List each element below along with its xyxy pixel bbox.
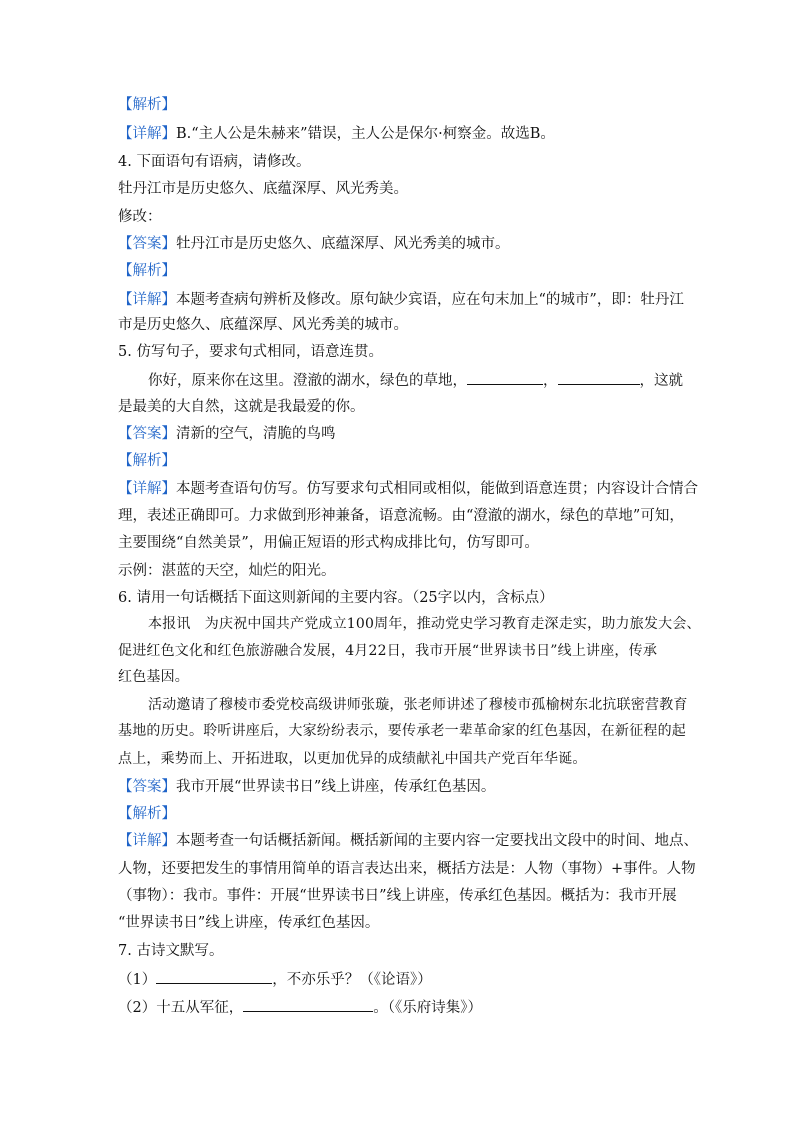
news-paragraph-cont: 促进红色文化和红色旅游融合发展，4月22日，我市开展“世界读书日”线上讲座，传承 bbox=[118, 643, 658, 659]
question-4-title: 4. 下面语句有语病，请修改。 bbox=[118, 154, 311, 170]
blank-line bbox=[156, 969, 272, 984]
question-7-item-1: （1） ，不亦乐乎？（《论语》） bbox=[118, 969, 432, 989]
news-paragraph-cont: 点上，乘势而上、开拓进取，以更加优异的成绩献礼中国共产党百年华诞。 bbox=[118, 751, 587, 767]
question-5-prompt: 你好，原来你在这里。澄澈的湖水，绿色的草地， ， ，这就 bbox=[148, 370, 683, 390]
detail-paragraph: 【详解】本题考查一句话概括新闻。概括新闻的主要内容一定要找出文段中的时间、地点、 bbox=[118, 833, 698, 849]
answer-paragraph: 【答案】我市开展“世界读书日”线上讲座，传承红色基因。 bbox=[118, 779, 496, 795]
analysis-heading: 【解析】 bbox=[118, 806, 176, 822]
blank-line bbox=[467, 370, 543, 385]
analysis-heading: 【解析】 bbox=[118, 453, 176, 469]
blank-line bbox=[243, 997, 373, 1012]
detail-tag: 【详解】 bbox=[118, 481, 176, 497]
detail-paragraph: 【详解】B.“主人公是朱赫来”错误，主人公是保尔·柯察金。故选B。 bbox=[118, 126, 555, 142]
detail-paragraph-cont: （事物）：我市。事件：开展“世界读书日”线上讲座，传承红色基因。概括为：我市开展 bbox=[118, 888, 677, 904]
question-7-title: 7. 古诗文默写。 bbox=[118, 943, 224, 959]
analysis-heading: 【解析】 bbox=[118, 97, 176, 113]
detail-paragraph: 【详解】本题考查语句仿写。仿写要求句式相同或相似，能做到语意连贯；内容设计合情合 bbox=[118, 481, 698, 497]
blank-line bbox=[558, 370, 640, 385]
answer-tag: 【答案】 bbox=[118, 779, 176, 795]
question-4-sentence: 牡丹江市是历史悠久、底蕴深厚、风光秀美。 bbox=[118, 181, 408, 197]
question-7-item-2: （2）十五从军征， 。（《乐府诗集》） bbox=[118, 997, 482, 1017]
news-paragraph-cont: 红色基因。 bbox=[118, 669, 189, 685]
detail-paragraph-cont: “世界读书日”线上讲座，传承红色基因。 bbox=[118, 915, 380, 931]
detail-paragraph: 【详解】本题考查病句辨析及修改。原句缺少宾语，应在句末加上“的城市”，即：牡丹江 bbox=[118, 292, 684, 308]
detail-paragraph-cont: 理，表述正确即可。力求做到形神兼备，语意流畅。由“澄澈的湖水，绿色的草地”可知， bbox=[118, 508, 684, 524]
news-paragraph-cont: 基地的历史。聆听讲座后，大家纷纷表示，要传承老一辈革命家的红色基因，在新征程的起 bbox=[118, 723, 686, 739]
analysis-heading: 【解析】 bbox=[118, 263, 176, 279]
answer-tag: 【答案】 bbox=[118, 236, 176, 252]
news-paragraph: 本报讯 为庆祝中国共产党成立100周年，推动党史学习教育走深走实，助力旅发大会、 bbox=[148, 616, 701, 632]
answer-tag: 【答案】 bbox=[118, 426, 176, 442]
detail-tag: 【详解】 bbox=[118, 833, 176, 849]
detail-paragraph-cont: 人物，还要把发生的事情用简单的语言表达出来，概括方法是：人物（事物）+事件。人物 bbox=[118, 861, 696, 877]
revise-label: 修改： bbox=[118, 209, 162, 225]
example-line: 示例：湛蓝的天空，灿烂的阳光。 bbox=[118, 563, 336, 579]
question-6-title: 6. 请用一句话概括下面这则新闻的主要内容。（25字以内，含标点） bbox=[118, 590, 554, 606]
news-paragraph: 活动邀请了穆棱市委党校高级讲师张璇，张老师讲述了穆棱市孤榆树东北抗联密营教育 bbox=[148, 697, 688, 713]
detail-tag: 【详解】 bbox=[118, 126, 176, 142]
question-5-title: 5. 仿写句子，要求句式相同，语意连贯。 bbox=[118, 344, 383, 360]
detail-tag: 【详解】 bbox=[118, 292, 176, 308]
answer-paragraph: 【答案】清新的空气，清脆的鸟鸣 bbox=[118, 426, 336, 442]
detail-paragraph-cont: 主要围绕“自然美景”，用偏正短语的形式构成排比句，仿写即可。 bbox=[118, 535, 539, 551]
detail-paragraph-cont: 市是历史悠久、底蕴深厚、风光秀美的城市。 bbox=[118, 317, 408, 333]
answer-paragraph: 【答案】牡丹江市是历史悠久、底蕴深厚、风光秀美的城市。 bbox=[118, 236, 510, 252]
question-5-prompt-cont: 是最美的大自然，这就是我最爱的你。 bbox=[118, 399, 365, 415]
